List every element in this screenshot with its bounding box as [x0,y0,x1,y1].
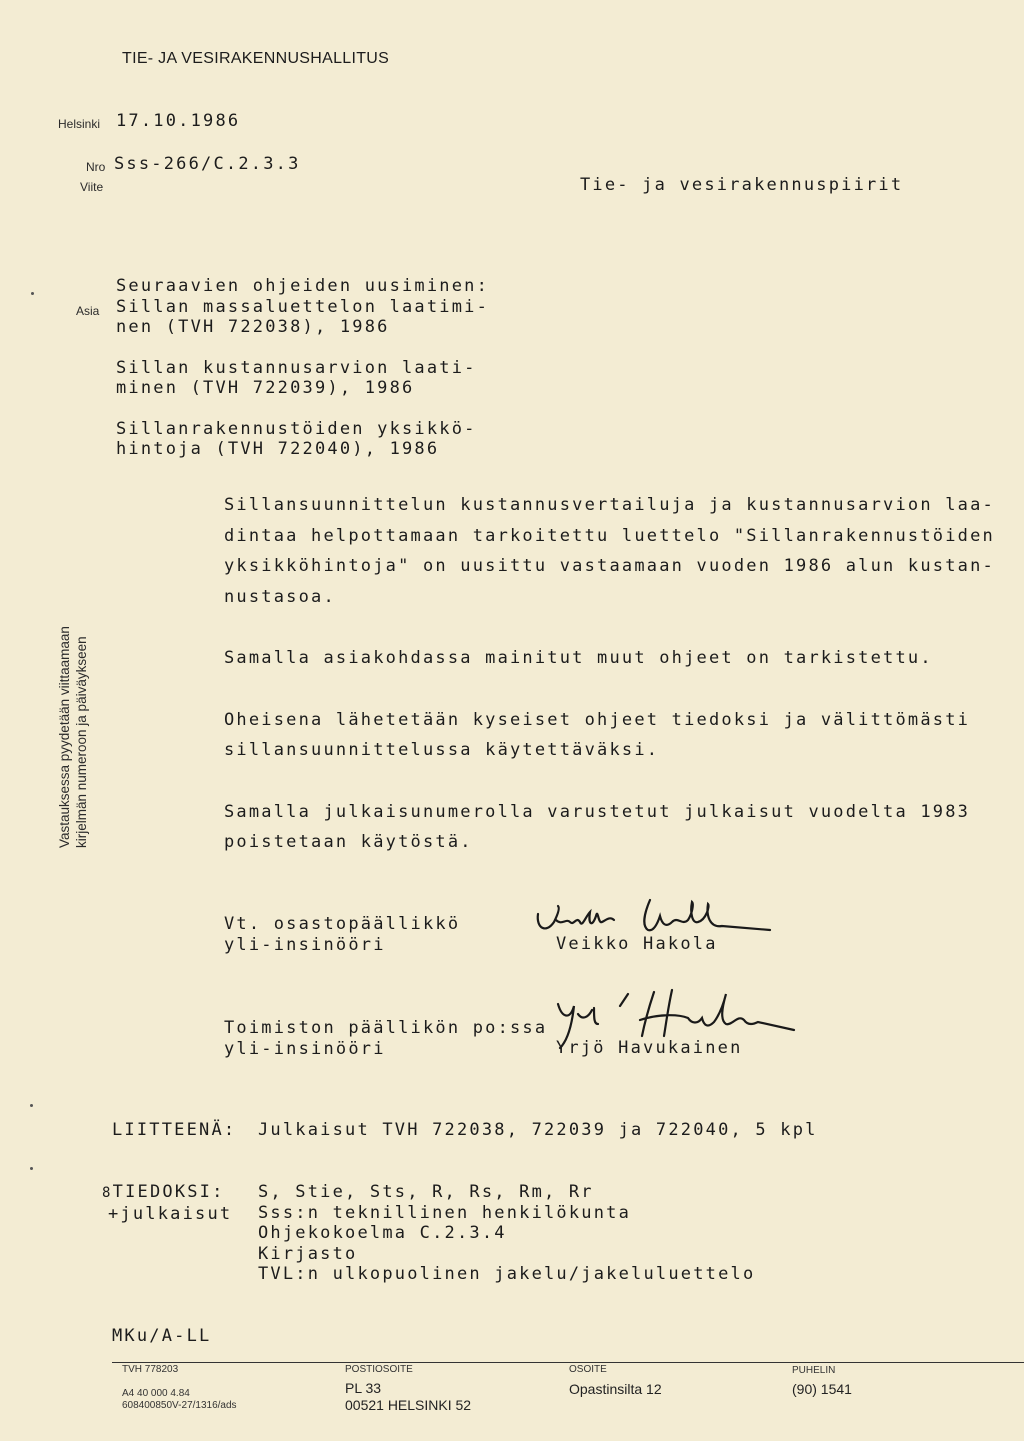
signer1-titles: Vt. osastopäällikkö yli-insinööri [224,914,461,955]
postiosoite-value: PL 33 00521 HELSINKI 52 [345,1380,472,1413]
nro-label: Nro [86,160,106,174]
subject-line: nen (TVH 722038), 1986 [116,317,390,337]
signer1-name: Veikko Hakola [556,934,718,954]
postiosoite-label: POSTIOSOITE [345,1364,413,1375]
margin-mark [30,1167,33,1170]
osoite-value: Opastinsilta 12 [569,1381,662,1397]
subject-block [116,276,489,460]
list-item: Sss:n teknillinen henkilökunta [258,1202,632,1223]
footer-divider [112,1362,1024,1363]
tiedoksi-block-labels [102,1182,232,1224]
subject-line: Sillan massaluettelon laatimi- [116,296,490,317]
side-note: Vastauksessa pyydetään viittaamaan kirjelmän numeroon ja päiväykseen [57,626,89,848]
liitteena-value: Julkaisut TVH 722038, 722039 ja 722040, 5 kpl [258,1120,818,1140]
liitteena-label: LIITTEENÄ: [112,1120,237,1140]
letter-body [224,490,994,889]
copy-count: 8 [102,1185,113,1201]
subject-line: hintoja (TVH 722040), 1986 [116,439,440,459]
list-item: Kirjasto [258,1243,358,1264]
viite-label: Viite [80,180,104,194]
asia-label: Asia [76,304,100,318]
form-code: TVH 778203 [122,1364,179,1375]
osoite-label: OSOITE [569,1364,607,1375]
margin-mark [30,1104,33,1107]
subject-line: minen (TVH 722039), 1986 [116,378,415,398]
form-print-info: A4 40 000 4.84 608400850V-27/1316/ads [122,1388,237,1411]
julkaisut-label: +julkaisut [108,1203,233,1224]
signer2-name: Yrjö Havukainen [556,1038,743,1058]
initials: MKu/A-LL [112,1326,212,1346]
subject-line: Seuraavien ohjeiden uusiminen: [116,276,490,296]
place-label: Helsinki [58,117,101,131]
subject-line: Sillan kustannusarvion laati- [116,357,477,378]
puhelin-label: PUHELIN [792,1365,836,1376]
reference-number: Sss-266/C.2.3.3 [114,154,301,174]
puhelin-value: (90) 1541 [792,1381,852,1397]
margin-mark [31,292,34,295]
signer2-titles: Toimiston päällikön po:ssa yli-insinööri [224,1018,548,1059]
tiedoksi-list [258,1182,755,1285]
body-paragraph: Samalla julkaisunumerolla varustetut julkaisut vuodelta 1983 poistetaan käytöstä. [224,801,971,852]
subject-line: Sillanrakennustöiden yksikkö- [116,418,477,439]
recipient: Tie- ja vesirakennuspiirit [580,175,904,195]
list-item: S, Stie, Sts, R, Rs, Rm, Rr [258,1182,594,1202]
list-item: TVL:n ulkopuolinen jakelu/jakeluluettelo [258,1264,756,1284]
organization-name: TIE- JA VESIRAKENNUSHALLITUS [122,50,390,67]
tiedoksi-label: TIEDOKSI: [112,1182,225,1202]
body-paragraph: Oheisena lähetetään kyseiset ohjeet tiedoksi ja välittömästi sillansuunnittelussa käytettäväksi. [224,709,971,760]
body-paragraph: Sillansuunnittelun kustannusvertailuja ja kustannusarvion laa- dintaa helpottamaan tarkoitettu luettelo "Sillanrakennustöiden yksikköhintoja" on uusittu vastaamaan vuoden 1986 alun kustan- nustasoa. [224,495,995,607]
body-paragraph: Samalla asiakohdassa mainitut muut ohjeet on tarkistettu. [224,648,933,668]
letter-date: 17.10.1986 [116,111,241,131]
list-item: Ohjekokoelma C.2.3.4 [258,1223,507,1243]
